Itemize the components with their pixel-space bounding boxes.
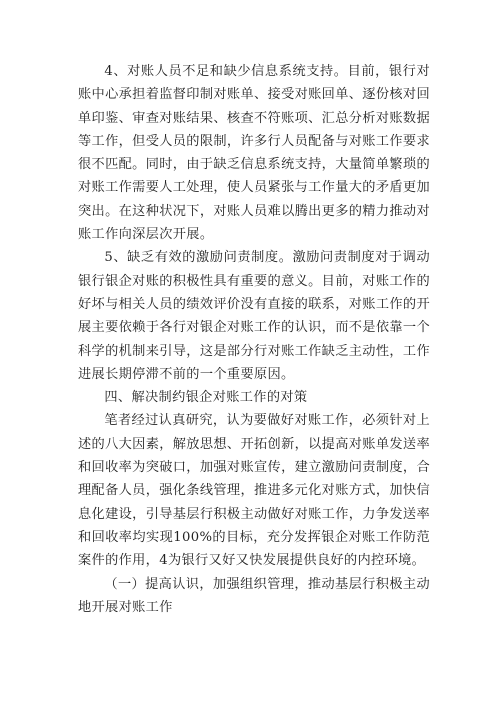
document-page bbox=[78, 60, 430, 619]
paragraph-staffing-shortage: 4、对账人员不足和缺少信息系统支持。目前，银行对账中心承担着监督印制对账单、接受对账回单、逐份核对回单印鉴、审查对账结果、核查不符账项、汇总分析对账数据等工作，但受人员的限制，许多行人员配备与对账工作要求很不匹配。同时，由于缺乏信息系统支持，大量简单繁琐的对账工作需要人工处理，使人员紧张与工作量大的矛盾更加突出。在这种状况下，对账人员难以腾出更多的精力推动对账工作向深层次开展。 bbox=[78, 64, 430, 243]
paragraph-research-conclusion: 笔者经过认真研究，认为要做好对账工作，必须针对上述的八大因素，解放思想、开拓创新，以提高对账单发送率和回收率为突破口，加强对账宣传，建立激励问责制度，合理配备人员，强化条线管理，推进多元化对账方式，加快信息化建设，引导基层行积极主动做好对账工作，力争发送率和回收率均实现100%的目标，充分发挥银企对账工作防范案件的作用，4为银行又好又快发展提供良好的内控环境。 bbox=[78, 413, 430, 569]
paragraph-incentive-system: 5、缺乏有效的激励问责制度。激励问责制度对于调动银行银企对账的积极性具有重要的意义。目前，对账工作的好坏与相关人员的绩效评价没有直接的联系，对账工作的开展主要依赖于各行对银企对账工作的认识，而不是依靠一个科学的机制来引导，这是部分行对账工作缺乏主动性，工作进展长期停滞不前的一个重要原因。 bbox=[78, 250, 430, 382]
section-heading-countermeasures: 四、解决制约银企对账工作的对策 bbox=[104, 390, 308, 406]
subheading-raise-awareness: （一）提高认识，加强组织管理，推动基层行积极主动地开展对账工作 bbox=[78, 576, 430, 615]
